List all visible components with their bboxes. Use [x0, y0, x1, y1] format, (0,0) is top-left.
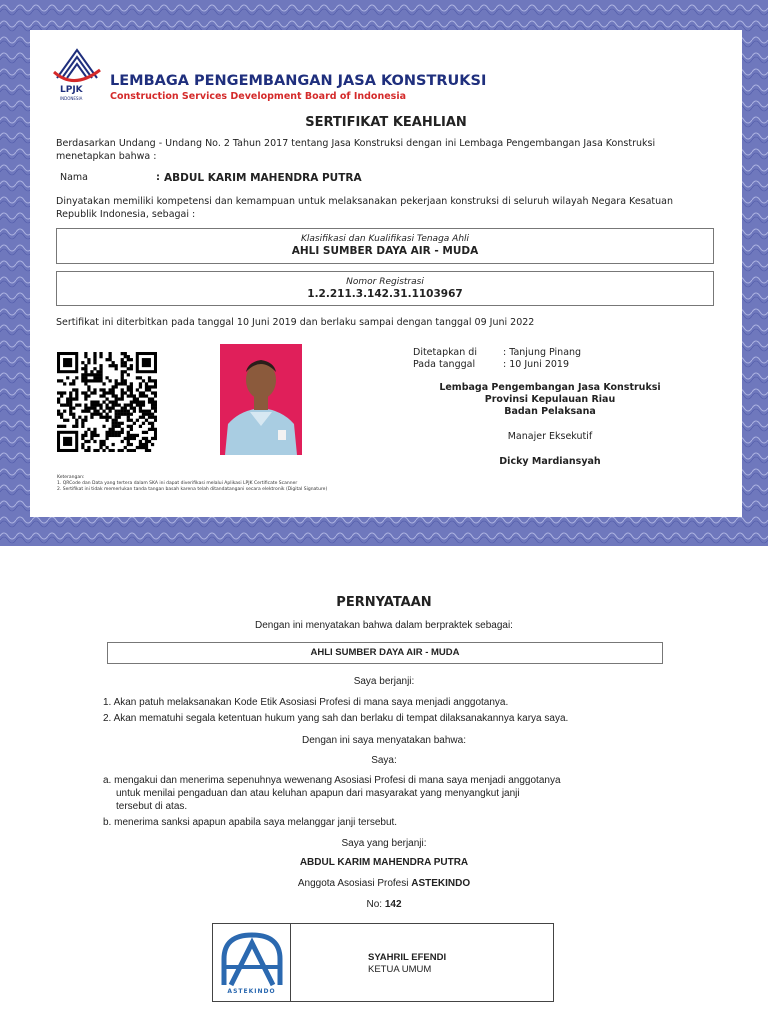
holder-photo	[220, 344, 302, 455]
member-prefix: Anggota Asosiasi Profesi	[297, 878, 412, 889]
certificate-heading: SERTIFIKAT KEAHLIAN	[305, 115, 467, 130]
declare-intro: Dengan ini saya menyatakan bahwa:	[302, 735, 466, 746]
issued-on-label: Pada tanggal	[413, 359, 476, 370]
registration-value: 1.2.211.3.142.31.1103967	[307, 288, 463, 300]
profession-box	[107, 642, 663, 664]
classification-box	[56, 228, 714, 264]
chair-name: SYAHRIL EFENDI	[368, 952, 447, 963]
number-prefix: No:	[366, 899, 385, 910]
member-line	[0, 878, 768, 889]
signed-name: ABDUL KARIM MAHENDRA PUTRA	[299, 857, 469, 868]
member-org: ASTEKINDO	[411, 878, 471, 889]
profession-value: AHLI SUMBER DAYA AIR - MUDA	[310, 647, 460, 658]
declare-a-line-1: a. mengakui dan menerima sepenuhnya wewenang Asosiasi Profesi di mana saya menjadi anggotanya	[103, 775, 561, 786]
promise-2: 2. Akan mematuhi segala ketentuan hukum yang sah dan berlaku di tempat dilaksanakannya karya saya.	[103, 713, 569, 724]
chair-box	[212, 923, 554, 1002]
certificate-intro: Berdasarkan Undang - Undang No. 2 Tahun 2017 tentang Jasa Konstruksi dengan ini Lembaga Pengembangan Jasa Konstruksi menetapkan bahwa :	[56, 138, 656, 162]
qr-code	[57, 352, 157, 452]
astekindo-logo-icon	[219, 929, 285, 989]
chair-box-divider	[290, 924, 291, 1001]
registration-box	[56, 271, 714, 306]
member-number-line	[0, 899, 768, 910]
issued-at-label: Ditetapkan di	[413, 347, 477, 358]
org-line-2: Provinsi Kepulauan Riau	[484, 394, 616, 405]
declare-b: b. menerima sanksi apapun apabila saya melanggar janji tersebut.	[103, 817, 398, 828]
logo-country: INDONESIA	[60, 96, 83, 101]
classification-label: Klasifikasi dan Kualifikasi Tenaga Ahli	[300, 234, 470, 244]
signed-label: Saya yang berjanji:	[341, 838, 427, 849]
validity-text: Sertifikat ini diterbitkan pada tanggal 10 Juni 2019 dan berlaku sampai dengan tanggal 09 Juni 2022	[56, 317, 535, 328]
promise-1: 1. Akan patuh melaksanakan Kode Etik Asosiasi Profesi di mana saya menjadi anggotanya.	[103, 697, 509, 708]
name-colon: :	[156, 172, 160, 183]
logo-abbr: LPJK	[60, 85, 83, 95]
declare-label: Saya:	[371, 755, 397, 766]
astekindo-logo-text: ASTEKINDO	[227, 988, 276, 995]
logo-subtitle: Construction Services Development Board of Indonesia	[110, 91, 406, 102]
notes	[57, 475, 327, 493]
classification-value: AHLI SUMBER DAYA AIR - MUDA	[291, 245, 479, 257]
name-label: Nama	[60, 172, 89, 183]
signer-position: Manajer Eksekutif	[507, 431, 593, 442]
statement-title: PERNYATAAN	[336, 595, 432, 610]
statement-intro: Dengan ini menyatakan bahwa dalam berpraktek sebagai:	[255, 620, 513, 631]
note-1: 1. QRCode dan Data yang tertera dalam SKA ini dapat diverifikasi melalui Aplikasi LPJK Certificate Scanner	[57, 481, 298, 486]
person-photo-icon	[220, 344, 302, 455]
issued-at-value: : Tanjung Pinang	[503, 347, 582, 358]
member-number: 142	[384, 899, 402, 910]
promise-label: Saya berjanji:	[353, 676, 415, 687]
chair-title: KETUA UMUM	[368, 964, 432, 975]
declare-a-line-2: untuk menilai pengaduan dan atau keluhan apapun dari masyarakat yang menyangkut janji	[116, 788, 520, 799]
logo-title: LEMBAGA PENGEMBANGAN JASA KONSTRUKSI	[110, 73, 487, 89]
competence-statement: Dinyatakan memiliki kompetensi dan kemampuan untuk melaksanakan pekerjaan konstruksi di seluruh wilayah Negara Kesatuan Republik Indonesia, sebagai :	[56, 196, 674, 220]
notes-title: Keterangan:	[57, 475, 85, 480]
org-line-1: Lembaga Pengembangan Jasa Konstruksi	[439, 382, 661, 393]
signer-name: Dicky Mardiansyah	[499, 456, 601, 467]
holder-name: ABDUL KARIM MAHENDRA PUTRA	[164, 172, 362, 184]
registration-label: Nomor Registrasi	[346, 277, 424, 287]
org-line-3: Badan Pelaksana	[504, 406, 596, 417]
note-2: 2. Sertifikat ini tidak memerlukan tanda tangan basah karena telah ditandatangani secara elektronik (Digital Signature)	[57, 487, 328, 492]
declare-a-line-3: tersebut di atas.	[116, 801, 188, 812]
issued-on-value: : 10 Juni 2019	[503, 359, 570, 370]
